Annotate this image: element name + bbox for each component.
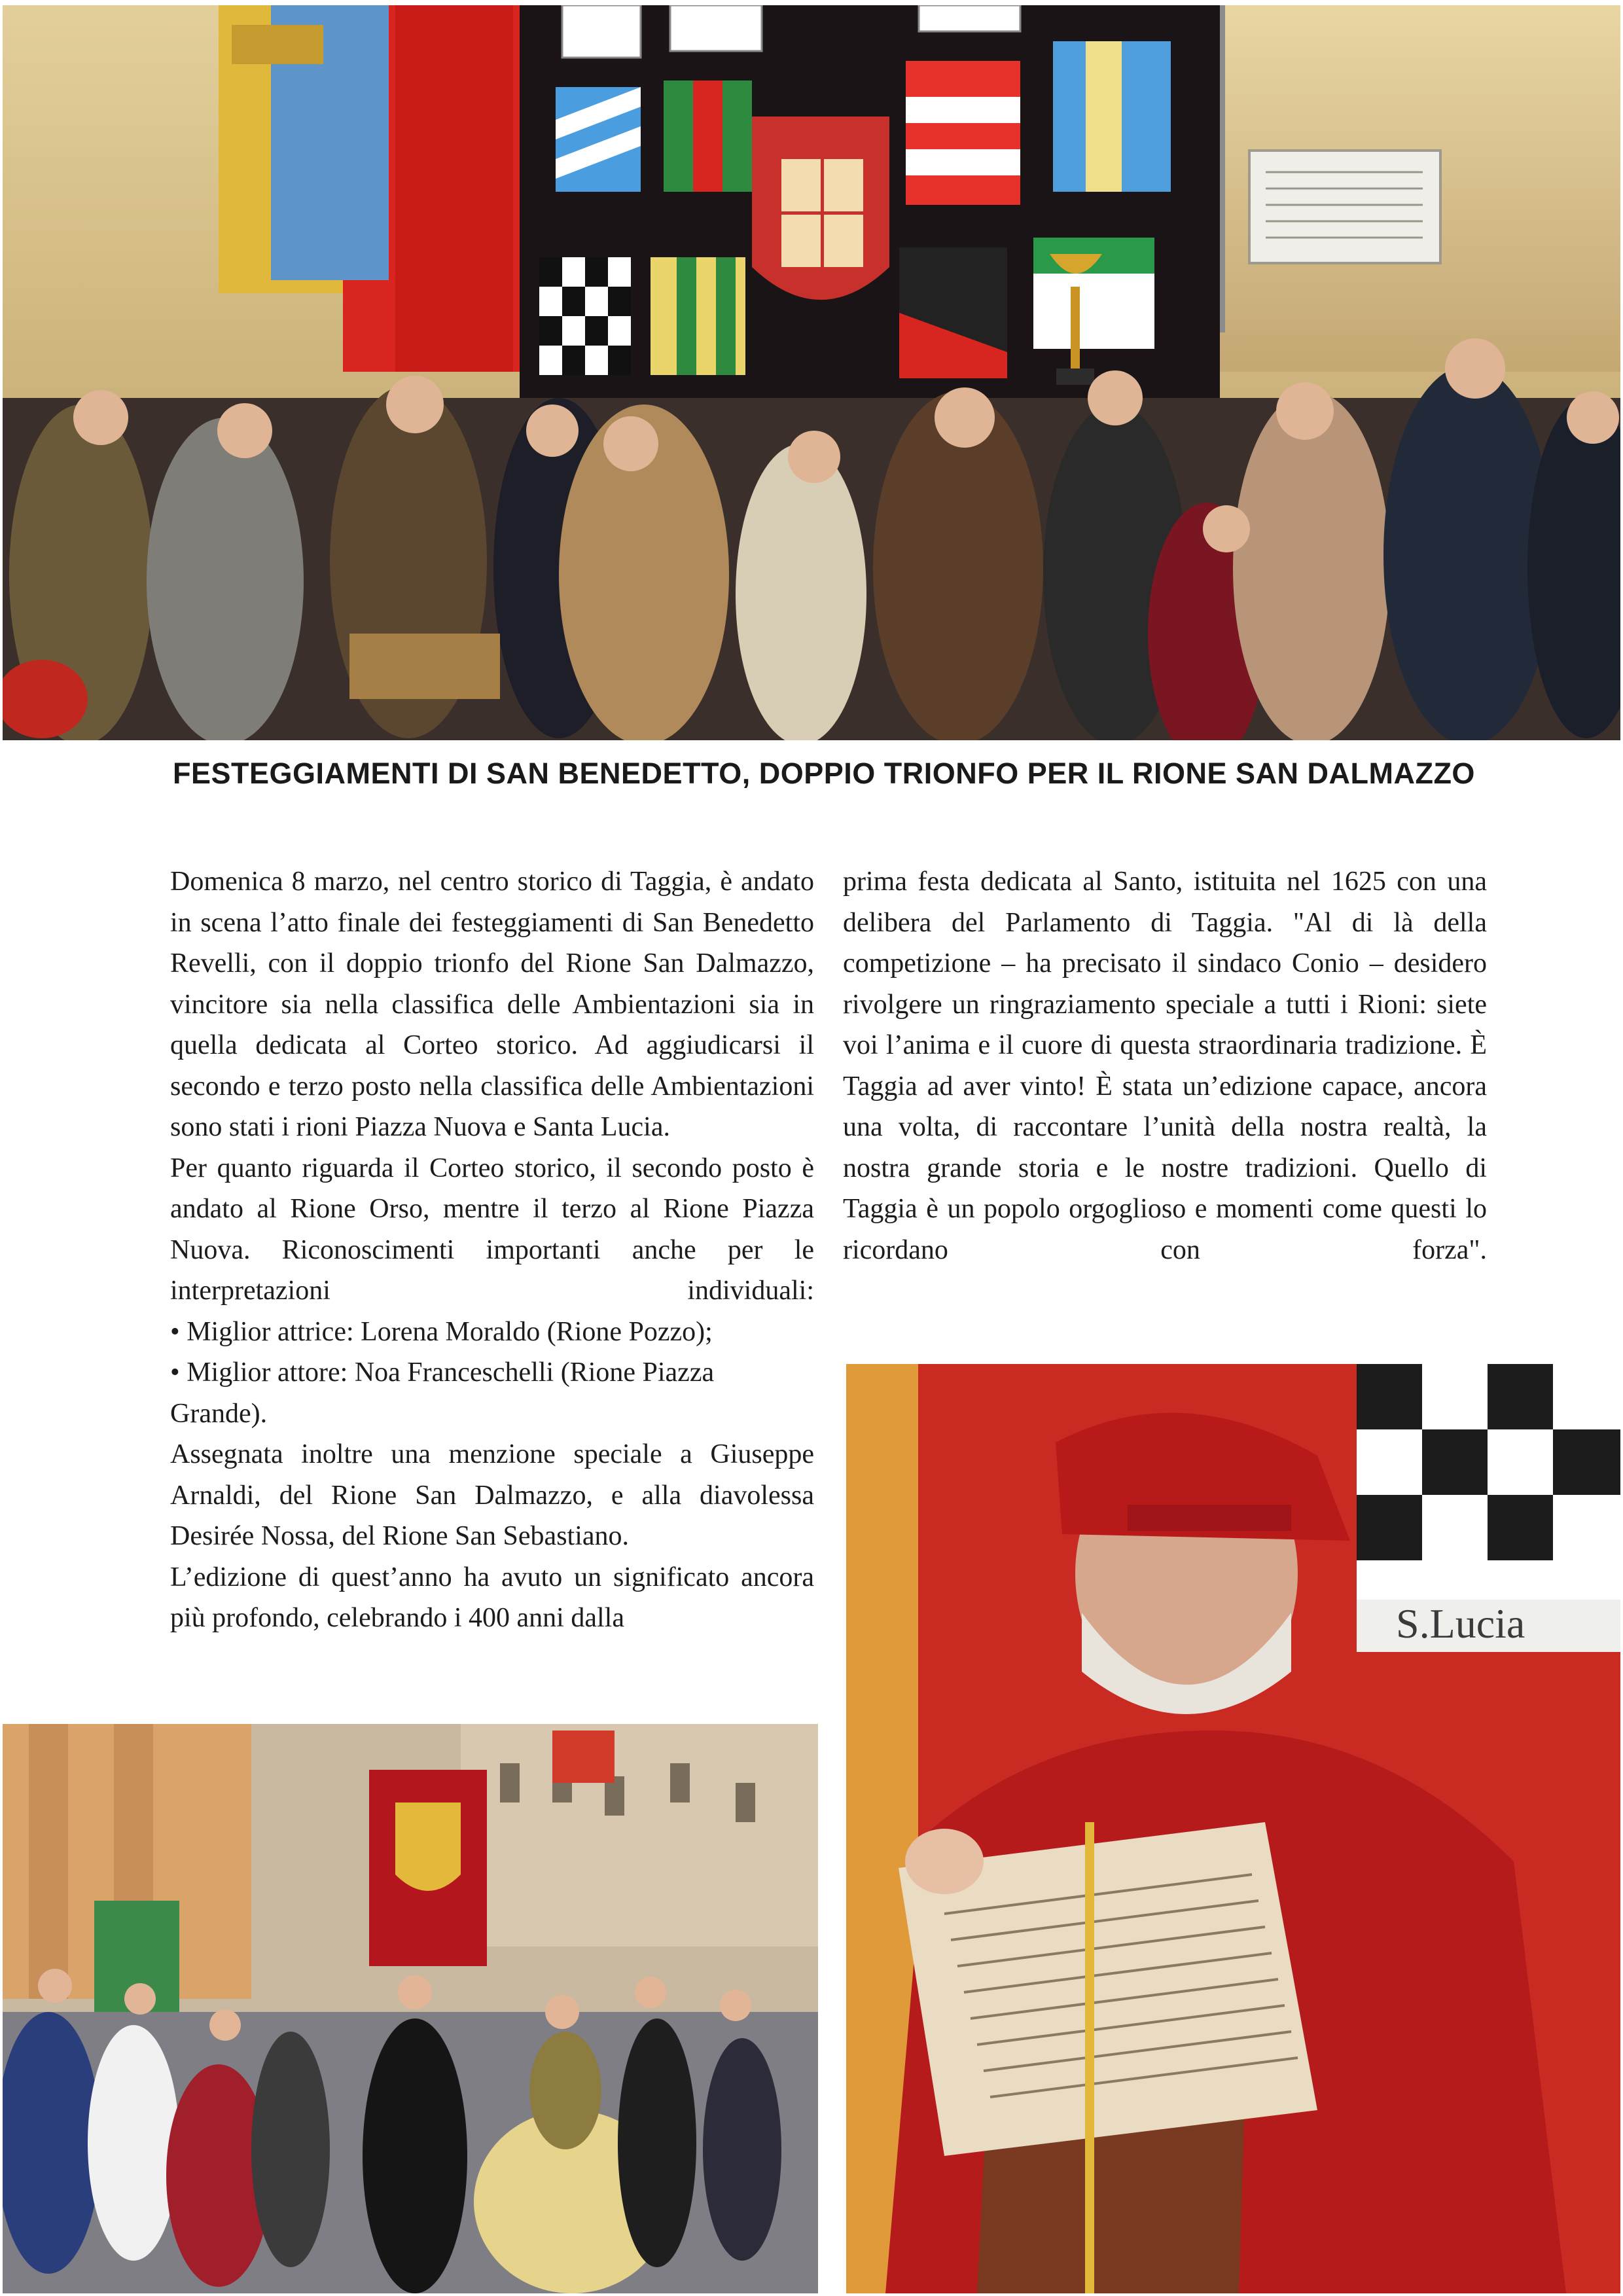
bullet-best-actor: • Miglior attore: Noa Franceschelli (Rione Piazza Grande). — [170, 1357, 715, 1429]
paragraph-special-mention: Assegnata inoltre una menzione speciale a Giuseppe Arnaldi, del Rione San Dalmazzo, e alla diavolessa Desirée Nossa, del Rione San Sebastiano. — [170, 1439, 814, 1551]
bullet-best-actress: • Miglior attrice: Lorena Moraldo (Rione Pozzo); — [170, 1316, 713, 1347]
article-title: FESTEGGIAMENTI DI SAN BENEDETTO, DOPPIO TRIONFO PER IL RIONE SAN DALMAZZO — [173, 757, 1475, 790]
crowd-figures — [3, 338, 1620, 740]
paragraph-intro: Domenica 8 marzo, nel centro storico di Taggia, è andato in scena l’atto finale dei festeggiamenti di San Benedetto Revelli, con il doppio trionfo del Rione San Dalmazzo, vincitore sia nella classifica delle Ambientazioni sia in quella dedicata al Corteo storico. Ad aggiudicarsi il secondo e terzo posto nella classifica delle Ambientazioni sono stati i rioni Piazza Nuova e Santa Lucia. — [170, 867, 814, 1142]
parade-illustration — [3, 1724, 818, 2293]
paragraph-corteo: Per quanto riguarda il Corteo storico, il secondo posto è andato al Rione Orso, mentre il terzo al Rione Piazza Nuova. Riconoscimenti importanti anche per le interpretazioni individuali: — [170, 1153, 814, 1306]
article-right-column — [843, 861, 1487, 1270]
paragraph-mayor-quote: prima festa dedicata al Santo, istituita nel 1625 con una delibera del Parlamento di Taggia. "Al di là della competizione – ha precisato il sindaco Conio – desidero rivolgere un ringraziamento speciale a tutti i Rioni: siete voi l’anima e il cuore di questa straordinaria tradizione. È Taggia ad aver vinto! È stata un’edizione capace, ancora una volta, di raccontare l’unità della nostra realtà, la nostra grande storia e le nostre tradizioni. Quello di Taggia è un popolo orgoglioso e momenti come questi lo ricordano con forza". — [843, 867, 1487, 1265]
s-lucia-sign-text: S.Lucia — [1396, 1600, 1525, 1647]
parade-banner — [369, 1770, 487, 1966]
top-photo-illustration — [3, 5, 1620, 740]
bottom-right-photo-man-reading-scroll — [846, 1364, 1620, 2293]
paragraph-anniversary: L’edizione di quest’anno ha avuto un significato ancora più profondo, celebrando i 400 anni dalla — [170, 1562, 814, 1633]
article-left-column — [170, 861, 814, 1639]
bottom-left-photo-historical-parade — [3, 1724, 818, 2293]
top-photo-award-ceremony — [3, 5, 1620, 740]
scroll-reader-illustration — [846, 1364, 1620, 2293]
